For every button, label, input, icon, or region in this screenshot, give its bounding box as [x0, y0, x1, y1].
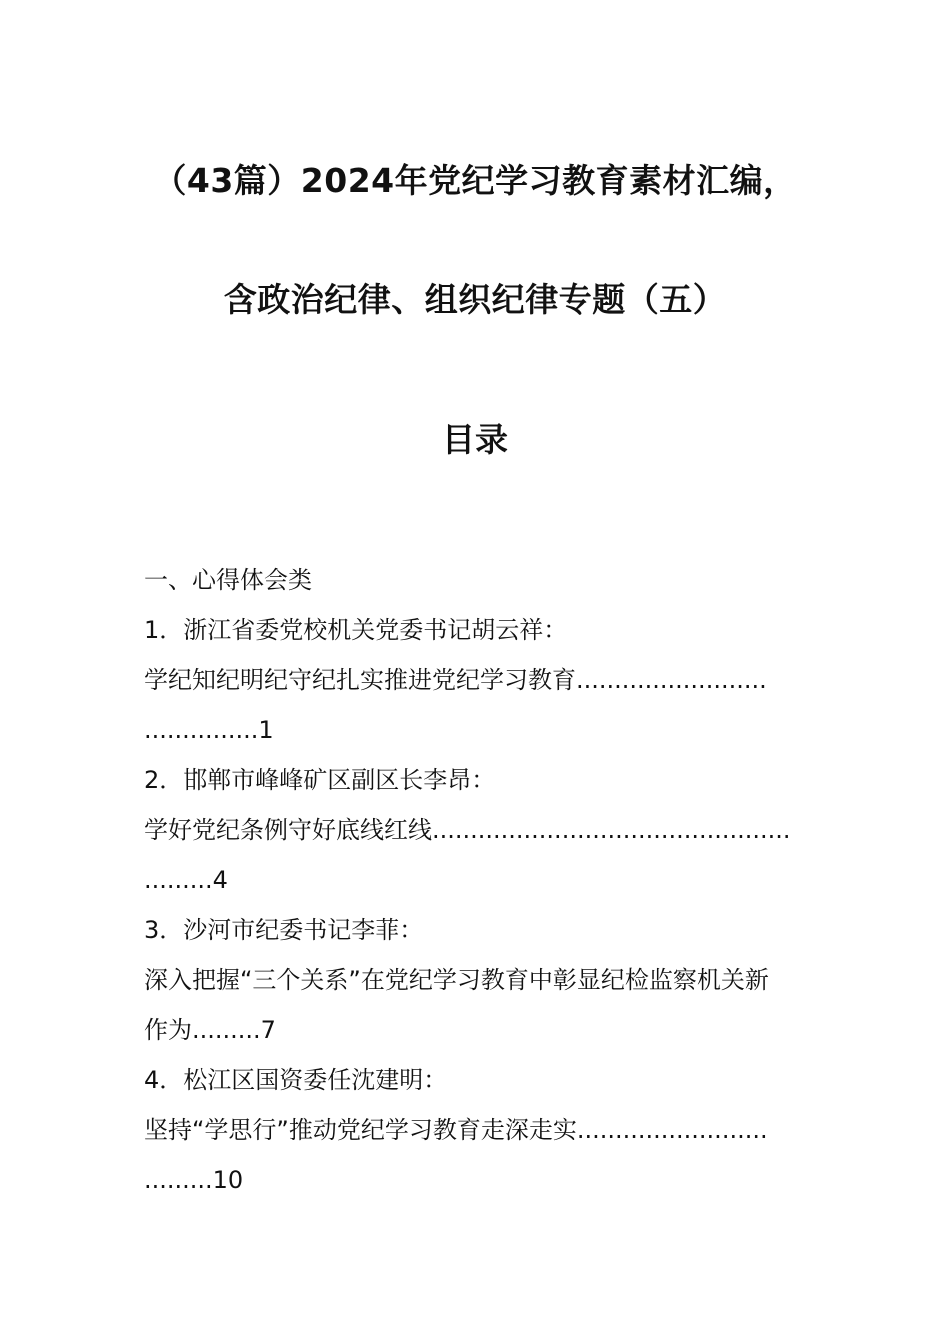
- toc-heading: 目录: [442, 420, 508, 459]
- toc-entry-4-title: 坚持“学思行”推动党纪学习教育走深走实.........................: [144, 1116, 768, 1144]
- toc-entry-2-title: 学好党纪条例守好底线红线...............................................: [144, 816, 791, 844]
- toc-entry-1-page: ...............1: [144, 716, 274, 744]
- toc-entry-3-page: 作为.........7: [144, 1016, 276, 1044]
- toc-entry-2-page: .........4: [144, 866, 228, 894]
- toc-section-heading: 一、心得体会类: [144, 566, 312, 594]
- document-title-line-1: （43篇）2024年党纪学习教育素材汇编，: [153, 161, 797, 200]
- toc-entry-4-author: 4．松江区国资委任沈建明：: [144, 1066, 448, 1094]
- table-of-contents: [144, 562, 808, 1212]
- toc-entry-3-author: 3．沙河市纪委书记李菲：: [144, 916, 424, 944]
- document-title-line-2: 含政治纪律、组织纪律专题（五）: [223, 280, 727, 319]
- toc-entry-1-author: 1．浙江省委党校机关党委书记胡云祥：: [144, 616, 568, 644]
- toc-entry-4-page: .........10: [144, 1166, 244, 1194]
- toc-entry-1-title: 学纪知纪明纪守纪扎实推进党纪学习教育.........................: [144, 666, 767, 694]
- toc-entry-2-author: 2．邯郸市峰峰矿区副区长李昂：: [144, 766, 496, 794]
- toc-entry-3-title: 深入把握“三个关系”在党纪学习教育中彰显纪检监察机关新: [144, 966, 769, 994]
